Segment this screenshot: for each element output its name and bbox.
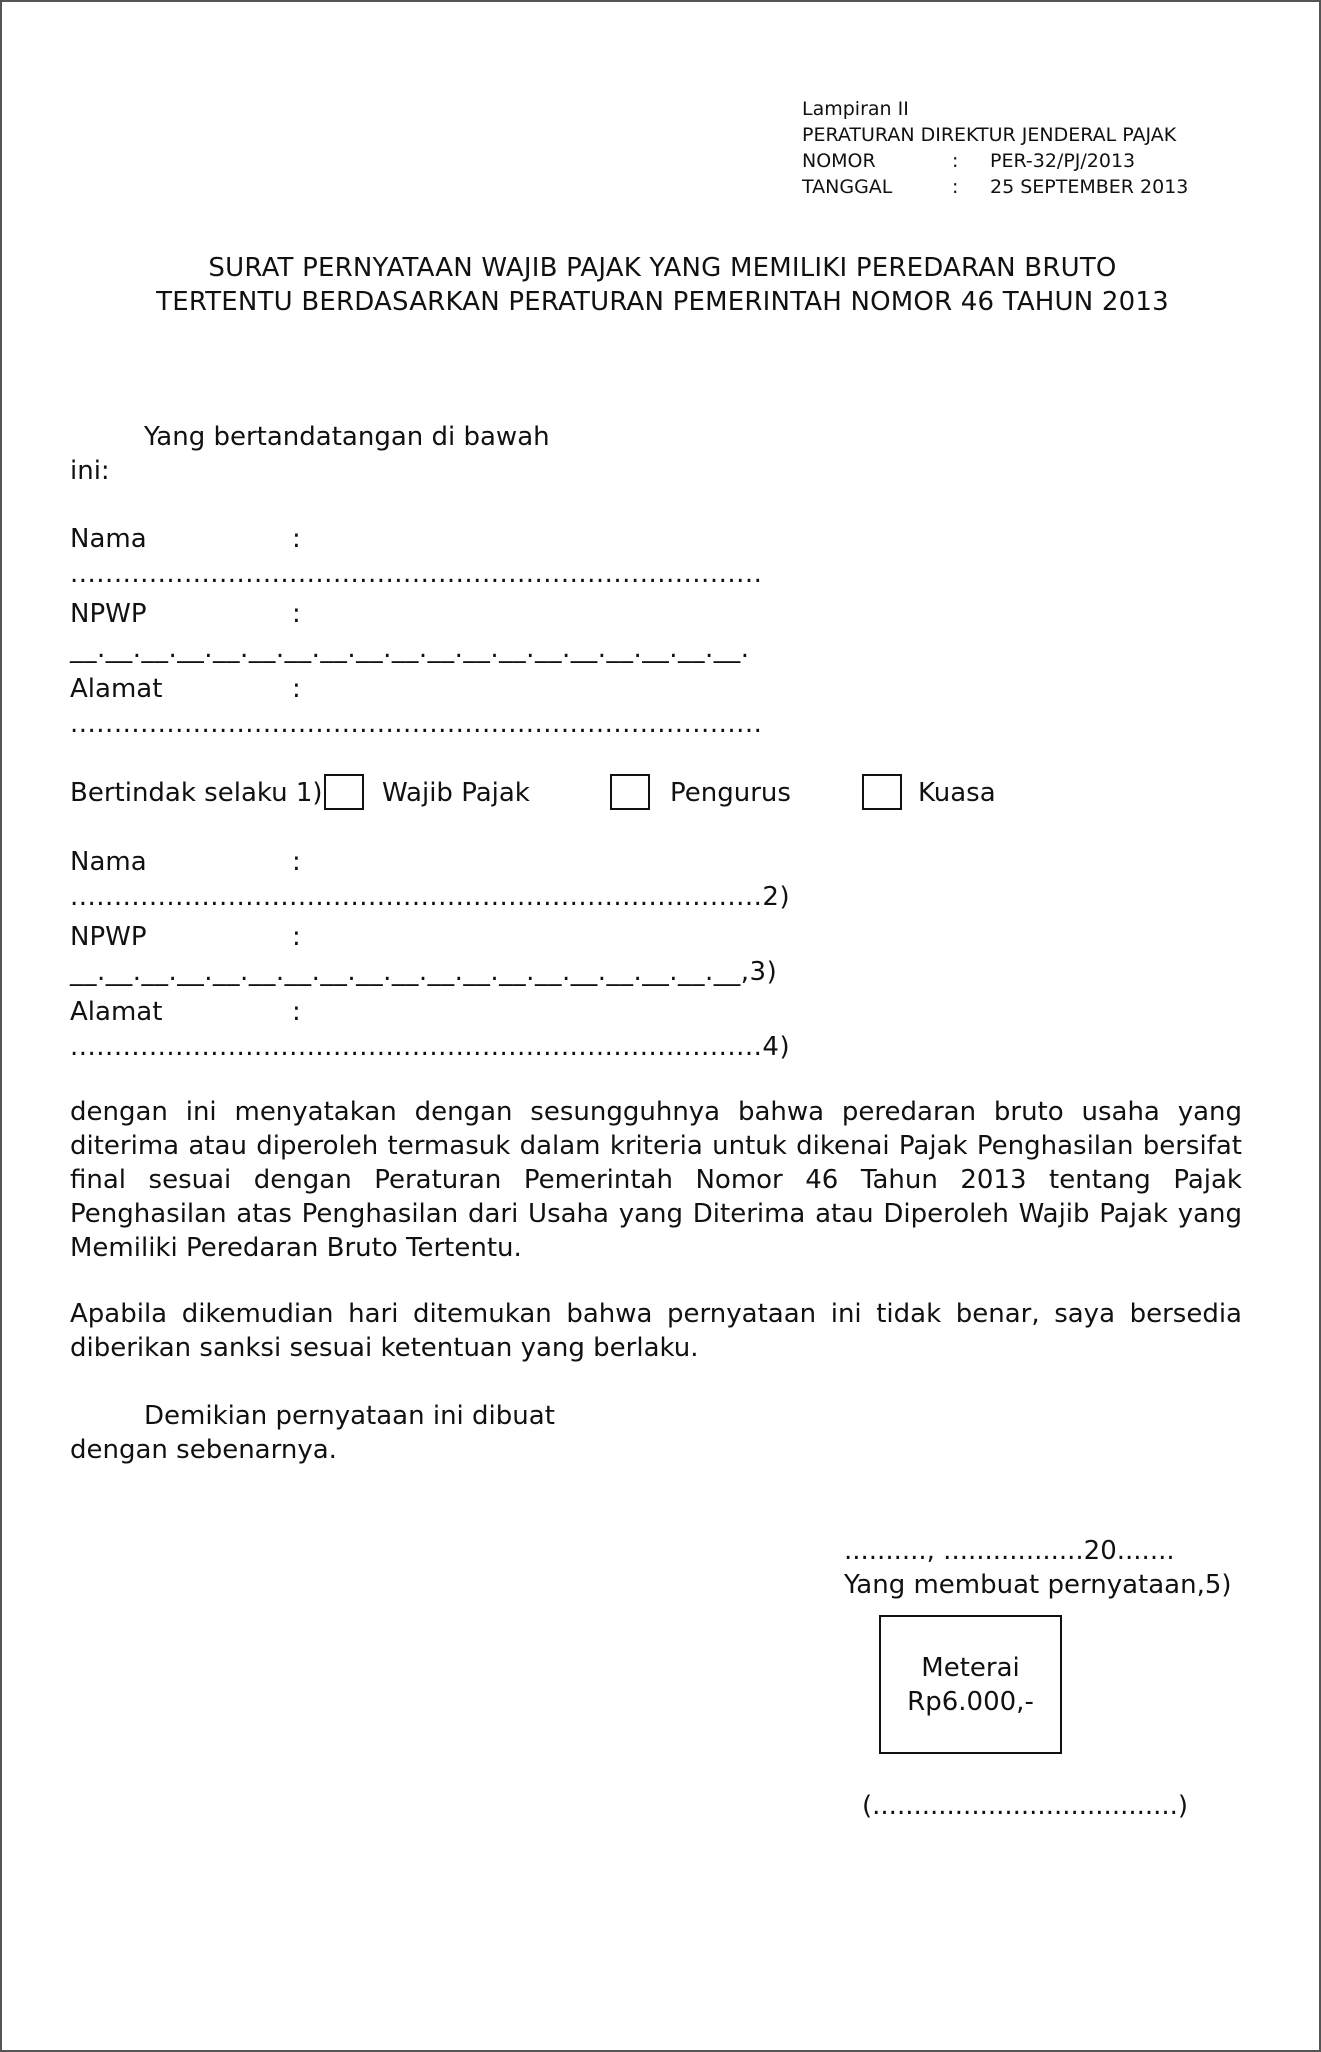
option-wajib-pajak-label: Wajib Pajak	[382, 778, 530, 808]
meterai-stamp-box	[879, 1615, 1062, 1754]
nama-colon: :	[292, 524, 301, 554]
nama2-label: Nama	[70, 847, 147, 877]
npwp2-colon: :	[292, 922, 301, 952]
header-lampiran: Lampiran II	[802, 98, 909, 120]
header-nomor-label: NOMOR	[802, 150, 876, 172]
closing-line1: Demikian pernyataan ini dibuat	[144, 1401, 555, 1431]
intro-line1: Yang bertandatangan di bawah	[144, 422, 550, 452]
intro-line2: ini:	[70, 456, 110, 486]
acting-label: Bertindak selaku 1)	[70, 778, 323, 808]
alamat-colon: :	[292, 674, 301, 704]
npwp-colon: :	[292, 599, 301, 629]
signer-label: Yang membuat pernyataan,5)	[844, 1570, 1232, 1600]
alamat-field[interactable]: ...............................................................................	[70, 709, 763, 739]
npwp2-field[interactable]: __.__.__.__.__.__.__.__.__.__.__.__.__.__.__.__.__.__.__,3)	[70, 957, 778, 987]
nama-field[interactable]: ...............................................................................	[70, 559, 763, 589]
header-tanggal-sep: :	[952, 176, 959, 198]
npwp2-label: NPWP	[70, 922, 147, 952]
nama2-colon: :	[292, 847, 301, 877]
npwp-label: NPWP	[70, 599, 147, 629]
npwp-field[interactable]: __.__.__.__.__.__.__.__.__.__.__.__.__.__.__.__.__.__.__.	[70, 634, 750, 664]
checkbox-pengurus[interactable]	[610, 774, 650, 810]
closing-line2: dengan sebenarnya.	[70, 1435, 337, 1465]
nama-label: Nama	[70, 524, 147, 554]
header-nomor-sep: :	[952, 150, 959, 172]
header-peraturan: PERATURAN DIREKTUR JENDERAL PAJAK	[802, 124, 1177, 146]
checkbox-wajib-pajak[interactable]	[324, 774, 364, 810]
alamat2-field[interactable]: ...............................................................................4)	[70, 1032, 791, 1062]
alamat2-label: Alamat	[70, 997, 163, 1027]
header-nomor-value: PER-32/PJ/2013	[990, 150, 1136, 172]
signer-name-field[interactable]: (.....................................)	[862, 1791, 1189, 1821]
header-tanggal-label: TANGGAL	[802, 176, 893, 198]
checkbox-kuasa[interactable]	[862, 774, 902, 810]
alamat2-colon: :	[292, 997, 301, 1027]
stamp-line2: Rp6.000,-	[907, 1686, 1034, 1717]
option-pengurus-label: Pengurus	[670, 778, 791, 808]
sanction-paragraph: Apabila dikemudian hari ditemukan bahwa pernyataan ini tidak benar, saya bersedia diberikan sanksi sesuai ketentuan yang berlaku.	[70, 1299, 1242, 1363]
document-title-line2: TERTENTU BERDASARKAN PERATURAN PEMERINTAH NOMOR 46 TAHUN 2013	[156, 287, 1169, 317]
header-tanggal-value: 25 SEPTEMBER 2013	[990, 176, 1189, 198]
place-date-field[interactable]: .........., .................20.......	[844, 1536, 1175, 1566]
document-title-line1: SURAT PERNYATAAN WAJIB PAJAK YANG MEMILIKI PEREDARAN BRUTO	[208, 253, 1117, 283]
option-kuasa-label: Kuasa	[918, 778, 996, 808]
nama2-field[interactable]: ...............................................................................2)	[70, 882, 791, 912]
statement-paragraph: dengan ini menyatakan dengan sesungguhnya bahwa peredaran bruto usaha yang diterima atau diperoleh termasuk dalam kriteria untuk dikenai Pajak Penghasilan bersifat final sesuai dengan Peraturan Pemerintah Nomor 46 Tahun 2013 tentang Pajak Penghasilan atas Penghasilan dari Usaha yang Diterima atau Diperoleh Wajib Pajak yang Memiliki Peredaran Bruto Tertentu.	[70, 1097, 1242, 1263]
alamat-label: Alamat	[70, 674, 163, 704]
stamp-line1: Meterai	[921, 1652, 1020, 1683]
